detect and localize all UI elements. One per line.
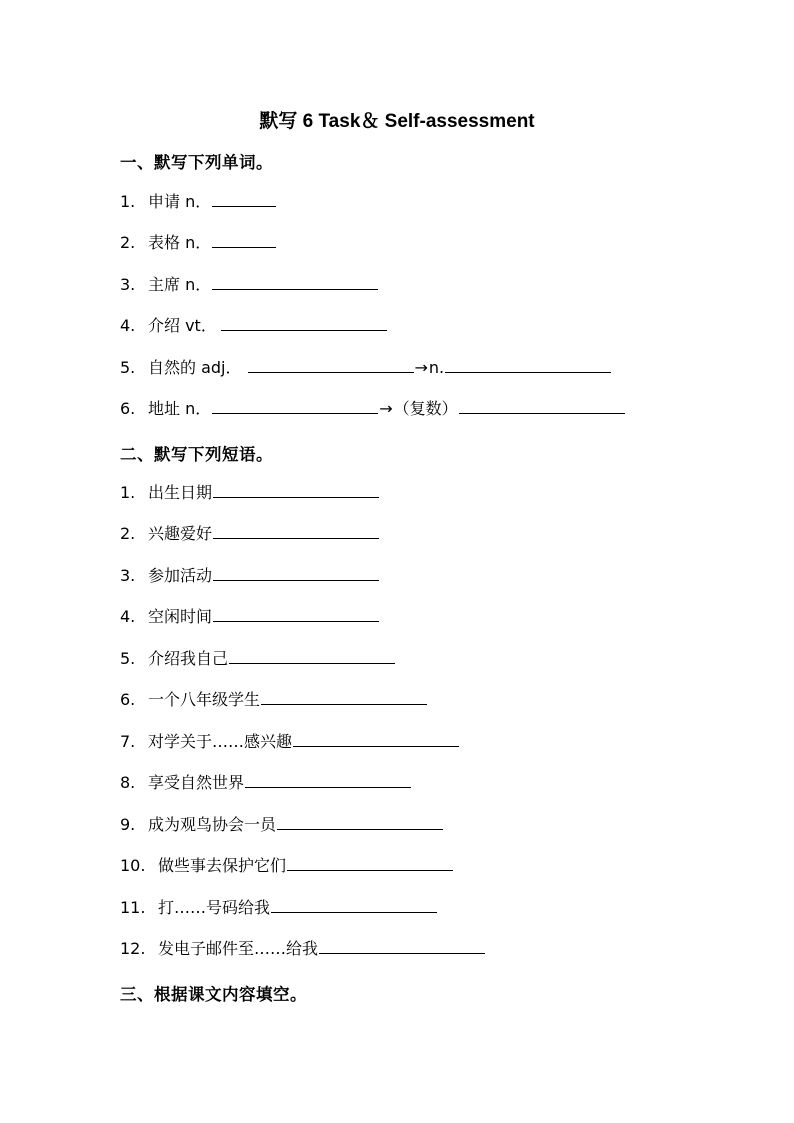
- item-number: 5.: [120, 649, 136, 668]
- answer-blank[interactable]: [212, 275, 378, 290]
- item-prompt: 申请 n．: [148, 192, 212, 211]
- answer-blank[interactable]: [319, 939, 485, 954]
- answer-blank[interactable]: [213, 607, 379, 622]
- item-suffix: （复数）: [393, 399, 458, 418]
- item-prompt: 主席 n．: [148, 275, 212, 294]
- answer-blank[interactable]: [293, 732, 459, 747]
- word-item-3: [120, 275, 378, 295]
- item-number: 7.: [120, 732, 136, 751]
- phrase-item-4: [120, 607, 379, 627]
- answer-blank[interactable]: [212, 192, 276, 207]
- word-item-6: [120, 399, 625, 419]
- answer-blank-2[interactable]: [445, 358, 611, 373]
- word-item-2: [120, 233, 276, 253]
- item-number: 1.: [120, 483, 136, 502]
- item-prompt: 对学关于……感兴趣: [148, 732, 293, 751]
- item-number: 3.: [120, 566, 136, 585]
- item-number: 4.: [120, 607, 136, 626]
- phrase-item-8: [120, 773, 411, 793]
- word-item-4: [120, 316, 387, 336]
- answer-blank[interactable]: [271, 898, 437, 913]
- answer-blank[interactable]: [212, 233, 276, 248]
- item-number: 6.: [120, 399, 136, 418]
- item-prompt: 打……号码给我: [158, 898, 271, 917]
- item-prompt: 自然的 adj．: [148, 358, 242, 377]
- item-prompt: 表格 n．: [148, 233, 212, 252]
- word-item-1: [120, 192, 276, 212]
- item-prompt: 介绍我自己: [148, 649, 229, 668]
- answer-blank[interactable]: [245, 773, 411, 788]
- item-prompt: 一个八年级学生: [148, 690, 261, 709]
- item-number: 10.: [120, 856, 146, 875]
- phrase-item-6: [120, 690, 427, 710]
- phrase-item-9: [120, 815, 443, 835]
- item-prompt: 介绍 vt．: [148, 316, 217, 335]
- item-prompt: 出生日期: [148, 483, 213, 502]
- item-prompt: 兴趣爱好: [148, 524, 213, 543]
- answer-blank[interactable]: [213, 566, 379, 581]
- phrase-item-11: [120, 898, 437, 918]
- answer-blank-2[interactable]: [459, 399, 625, 414]
- item-number: 2.: [120, 233, 136, 252]
- item-number: 3.: [120, 275, 136, 294]
- item-number: 8.: [120, 773, 136, 792]
- answer-blank[interactable]: [213, 524, 379, 539]
- phrase-item-3: [120, 566, 379, 586]
- phrase-item-10: [120, 856, 453, 876]
- item-number: 12.: [120, 939, 146, 958]
- arrow-icon: →: [379, 399, 393, 418]
- item-prompt: 做些事去保护它们: [158, 856, 287, 875]
- item-prompt: 地址 n．: [148, 399, 212, 418]
- item-suffix: n.: [428, 358, 445, 377]
- item-prompt: 成为观鸟协会一员: [148, 815, 277, 834]
- item-number: 4.: [120, 316, 136, 335]
- item-number: 5.: [120, 358, 136, 377]
- section1-heading: 一、默写下列单词。: [120, 153, 273, 172]
- phrase-item-1: [120, 483, 379, 503]
- item-prompt: 发电子邮件至……给我: [158, 939, 319, 958]
- item-prompt: 享受自然世界: [148, 773, 245, 792]
- phrase-item-5: [120, 649, 395, 669]
- phrase-item-2: [120, 524, 379, 544]
- item-number: 2.: [120, 524, 136, 543]
- answer-blank[interactable]: [213, 483, 379, 498]
- item-number: 9.: [120, 815, 136, 834]
- item-number: 6.: [120, 690, 136, 709]
- item-number: 11.: [120, 898, 146, 917]
- item-number: 1.: [120, 192, 136, 211]
- answer-blank[interactable]: [221, 316, 387, 331]
- phrase-item-7: [120, 732, 459, 752]
- word-item-5: [120, 358, 611, 378]
- section2-heading: 二、默写下列短语。: [120, 445, 273, 464]
- section3-heading: 三、根据课文内容填空。: [120, 985, 307, 1004]
- page-title: 默写 6 Task＆ Self-assessment: [259, 111, 535, 132]
- answer-blank[interactable]: [277, 815, 443, 830]
- answer-blank[interactable]: [212, 399, 378, 414]
- answer-blank[interactable]: [248, 358, 414, 373]
- item-prompt: 参加活动: [148, 566, 213, 585]
- answer-blank[interactable]: [229, 649, 395, 664]
- answer-blank[interactable]: [261, 690, 427, 705]
- arrow-icon: →: [414, 358, 428, 377]
- answer-blank[interactable]: [287, 856, 453, 871]
- item-prompt: 空闲时间: [148, 607, 213, 626]
- phrase-item-12: [120, 939, 485, 959]
